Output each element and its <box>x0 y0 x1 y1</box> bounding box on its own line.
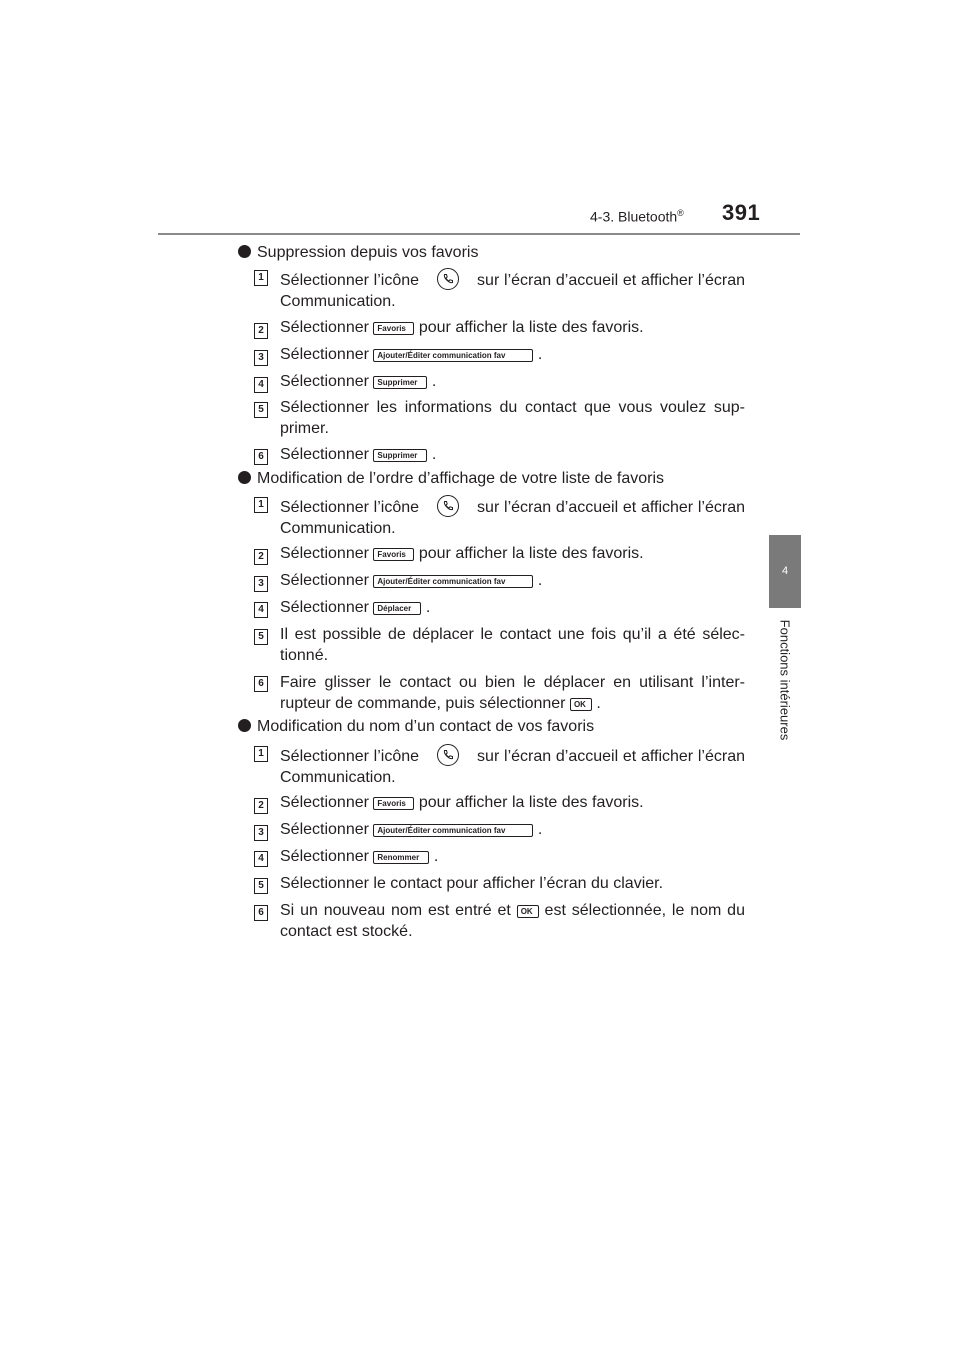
page-number: 391 <box>722 200 761 225</box>
step-text: Sélectionner Favoris pour afficher la liste des favoris. <box>280 545 644 562</box>
step-number: 5 <box>254 878 268 894</box>
step-text: Si un nouveau nom est entré et OK est sélectionnée, le nom du contact est stocké. <box>280 902 745 940</box>
side-tab-number: 4 <box>781 565 789 577</box>
step-number: 1 <box>254 497 268 513</box>
ajouter-editer-button[interactable]: Ajouter/Éditer communication fav <box>373 575 533 588</box>
ok-button[interactable]: OK <box>570 698 592 711</box>
step-number: 2 <box>254 323 268 339</box>
step-text: Sélectionner Ajouter/Éditer communication fav . <box>280 821 543 838</box>
step-text: Sélectionner Ajouter/Éditer communication fav . <box>280 346 543 363</box>
step-number: 4 <box>254 602 268 618</box>
ok-button[interactable]: OK <box>517 905 539 918</box>
step-number: 6 <box>254 449 268 465</box>
header-section: 4-3. Bluetooth® <box>590 208 684 225</box>
deplacer-button[interactable]: Déplacer <box>373 602 421 615</box>
favoris-button[interactable]: Favoris <box>373 322 414 335</box>
phone-icon <box>437 495 459 517</box>
step-text: Sélectionner Favoris pour afficher la liste des favoris. <box>280 319 644 336</box>
step-number: 6 <box>254 905 268 921</box>
step-number: 5 <box>254 629 268 645</box>
step-number: 3 <box>254 350 268 366</box>
step-text: Sélectionner Renommer . <box>280 848 439 865</box>
step-number: 4 <box>254 377 268 393</box>
ajouter-editer-button[interactable]: Ajouter/Éditer communication fav <box>373 349 533 362</box>
step-text: Sélectionner Déplacer . <box>280 599 431 616</box>
side-tab <box>769 535 801 608</box>
step-text: Sélectionner l’icône sur l’écran d’accueil et afficher l’écran Communication. <box>280 744 745 788</box>
step-text: Sélectionner Supprimer . <box>280 446 437 463</box>
step-text: Sélectionner les informations du contact que vous voulez sup- primer. <box>280 399 745 437</box>
bullet-icon <box>238 245 251 258</box>
step-text: Sélectionner Ajouter/Éditer communication fav . <box>280 572 543 589</box>
header-rule <box>158 233 800 235</box>
step-text: Faire glisser le contact ou bien le déplacer en utilisant l’inter- rupteur de commande, puis sélectionner OK . <box>280 674 745 712</box>
step-number: 1 <box>254 746 268 762</box>
ajouter-editer-button[interactable]: Ajouter/Éditer communication fav <box>373 824 533 837</box>
phone-icon <box>437 268 459 290</box>
step-number: 2 <box>254 798 268 814</box>
phone-icon <box>437 744 459 766</box>
step-text: Sélectionner Favoris pour afficher la liste des favoris. <box>280 794 644 811</box>
step-text: Sélectionner le contact pour afficher l’écran du clavier. <box>280 875 664 892</box>
bullet-icon <box>238 471 251 484</box>
side-tab-label: Fonctions intérieures <box>777 619 793 741</box>
section-title: Modification de l’ordre d’affichage de votre liste de favoris <box>238 470 664 488</box>
section-title: Suppression depuis vos favoris <box>238 244 478 262</box>
step-number: 2 <box>254 549 268 565</box>
favoris-button[interactable]: Favoris <box>373 548 414 561</box>
step-number: 6 <box>254 676 268 692</box>
favoris-button[interactable]: Favoris <box>373 797 414 810</box>
step-text: Sélectionner Supprimer . <box>280 373 437 390</box>
step-number: 5 <box>254 402 268 418</box>
step-number: 1 <box>254 270 268 286</box>
step-text: Sélectionner l’icône sur l’écran d’accueil et afficher l’écran Communication. <box>280 495 745 539</box>
step-text: Sélectionner l’icône sur l’écran d’accueil et afficher l’écran Communication. <box>280 268 745 312</box>
step-text: Il est possible de déplacer le contact une fois qu’il a été sélec- tionné. <box>280 626 745 664</box>
step-number: 4 <box>254 851 268 867</box>
supprimer-button[interactable]: Supprimer <box>373 449 427 462</box>
supprimer-button[interactable]: Supprimer <box>373 376 427 389</box>
step-number: 3 <box>254 825 268 841</box>
renommer-button[interactable]: Renommer <box>373 851 429 864</box>
step-number: 3 <box>254 576 268 592</box>
bullet-icon <box>238 719 251 732</box>
section-title: Modification du nom d’un contact de vos favoris <box>238 718 594 736</box>
